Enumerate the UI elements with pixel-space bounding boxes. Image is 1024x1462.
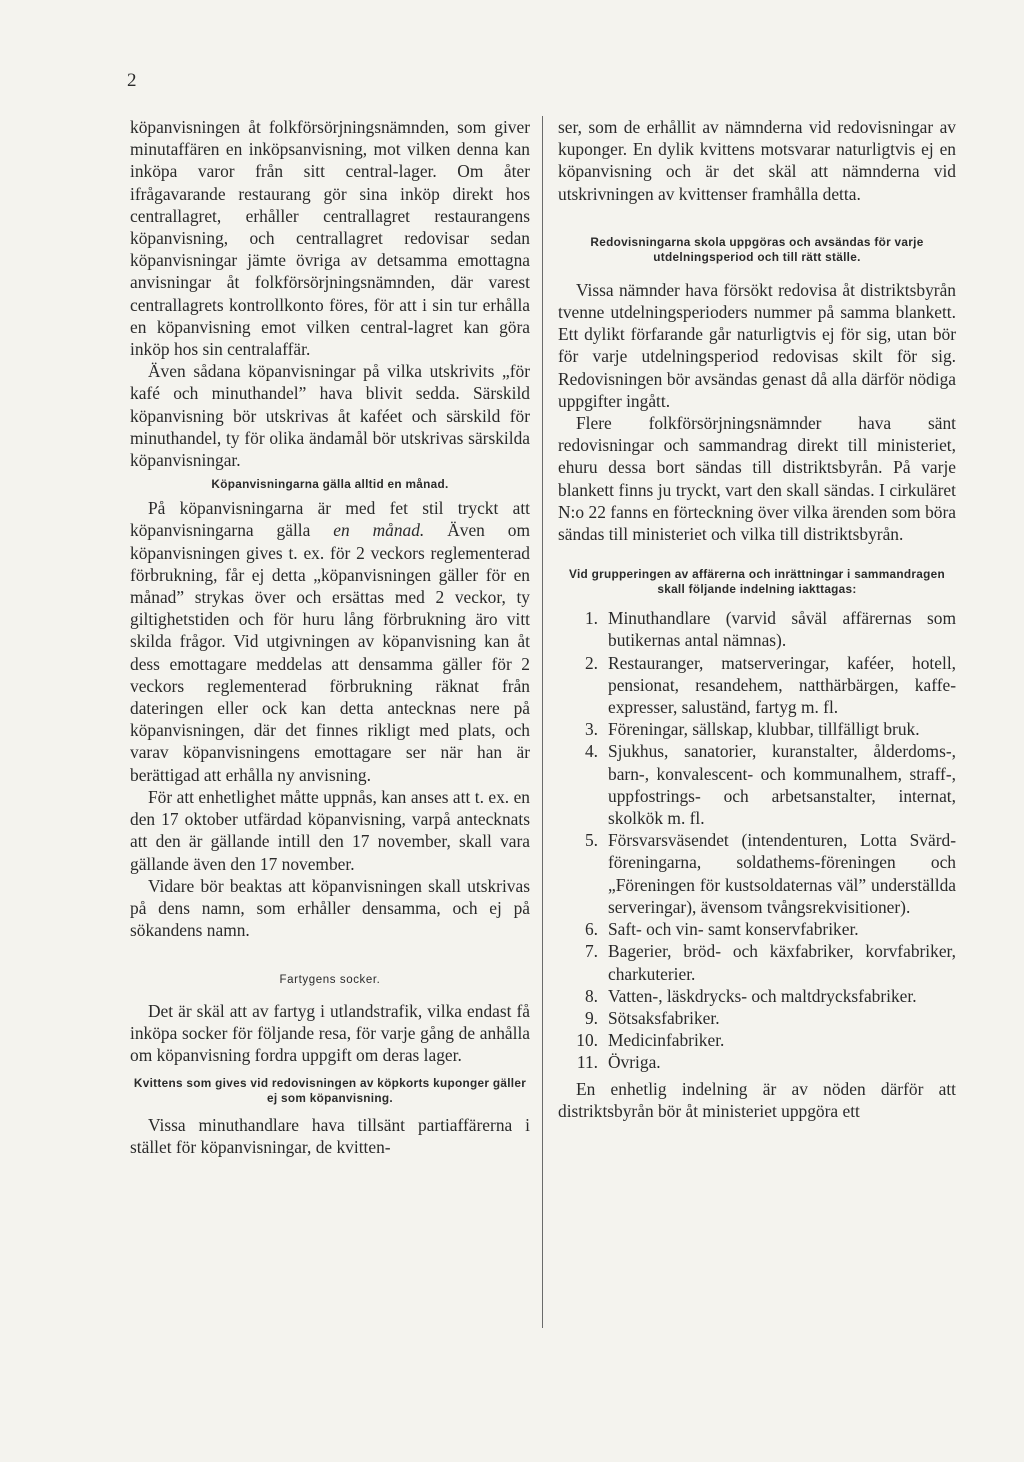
left-paragraph-3-start: På köpanvisningarna är med fet stil tryckt att köpanvisningarna gälla — [130, 498, 530, 541]
left-paragraph-5: Vidare bör beaktas att köpanvisningen skall utskrivas på dens namn, som erhåller densamma, och ej på sökandens namn. — [130, 875, 530, 941]
list-item — [558, 1051, 956, 1073]
list-item-number: 2. — [584, 652, 598, 673]
left-paragraph-3 — [130, 497, 530, 786]
list-item-number: 5. — [584, 830, 598, 851]
list-item-number: 8. — [584, 985, 598, 1006]
list-item — [558, 918, 956, 940]
left-paragraph-3-emphasis: en månad. — [333, 520, 425, 541]
list-item-text: Restauranger, matserveringar, kaféer, hotell, pensionat, resandehem, natthärbärgen, kaffe-expresser, saluständ, fartyg m. fl. — [608, 652, 956, 718]
list-item-text: Saft- och vin- samt konservfabriker. — [608, 919, 859, 940]
list-item-text: Övriga. — [608, 1052, 661, 1073]
list-item — [558, 718, 956, 740]
right-paragraph-3: Flere folkförsörjningsnämnder hava sänt redovisningar och sammandrag direkt till ministeriet, ehuru dessa bort sändas till distriktsbyrån. På varje blankett finns ju tryckt, vart den skall sändas. I cirkuläret N:o 22 fanns en förteckning över vilka ärenden som böra sändas till ministeriet och vilka till distriktsbyrån. — [558, 413, 956, 545]
heading-kopanvisningarna: Köpanvisningarna gälla alltid en månad. — [211, 477, 449, 492]
category-list — [558, 607, 956, 1073]
list-item-text: Vatten-, läskdrycks- och maltdrycksfabriker. — [608, 985, 917, 1006]
left-paragraph-7: Vissa minuthandlare hava tillsänt partiaffärerna i stället för köpanvisningar, de kvitten- — [130, 1115, 530, 1158]
heading-redovisningarna: Redovisningarna skola uppgöras och avsändas för varje utdelningsperiod och till rätt ställe. — [590, 234, 924, 264]
list-item-text: Sötsaksfabriker. — [608, 1007, 720, 1028]
right-paragraph-1: ser, som de erhållit av nämnderna vid redovisningar av kuponger. En dylik kvittens motsvarar naturligtvis ej en köpanvisning och är det skäl att nämnderna vid utskrivningen av kvittenser framhålla detta. — [558, 117, 956, 204]
left-paragraph-3-rest: Även om köpanvisningen gives t. ex. för 2 veckors reglementerad förbrukning, får ej detta „köpanvisningen gäller för en månad” strykas över och ersättas med 2 veckor, ty giltighetstiden och för huru lång förbrukning äro vitt skilda frågor. Vid utgivningen av köpanvisning kan åt dess emottagare meddelas att densamma gäller för 2 veckors reglementerad förbrukning räknat från dateringen eller ock kan detta antecknas nere på köpanvisningen, där det finnes rikligt med plats, och varav köpanvisningens emottagare ser när han är berättigad att erhålla ny anvisning. — [130, 520, 530, 785]
list-item-text: Bagerier, bröd- och käxfabriker, korvfabriker, charkuterier. — [608, 941, 956, 984]
list-item-number: 9. — [584, 1007, 598, 1028]
list-item — [558, 829, 956, 918]
list-item-number: 10. — [576, 1030, 598, 1051]
left-paragraph-6: Det är skäl att av fartyg i utlandstrafik, vilka endast få inköpa socker för följande resa, för varje gång de anhålla om köpanvisning fordra uppgift om deras lager. — [130, 1000, 530, 1065]
list-item-text: Medicinfabriker. — [608, 1030, 725, 1051]
list-item — [558, 985, 956, 1007]
left-paragraph-4: För att enhetlighet måtte uppnås, kan anses att t. ex. en den 17 oktober utfärdad köpanvisning, varpå antecknats att den är gällande intill den 17 november, skall vara gällande även den 17 november. — [130, 786, 530, 874]
list-item-number: 7. — [584, 941, 598, 962]
list-item-text: Försvarsväsendet (intendenturen, Lotta Svärd-föreningarna, soldathems-föreningen och „Föreningen för kustsoldaternas väl” underställda serveringar), ävensom tvångsrekvisitioner). — [608, 830, 956, 917]
heading-fartygens-socker: Fartygens socker. — [279, 974, 381, 987]
page-number: 2 — [127, 70, 137, 91]
list-item-number: 6. — [584, 919, 598, 940]
list-item-number: 11. — [576, 1052, 598, 1073]
list-item-text: Minuthandlare (varvid såväl affärernas som butikernas antal nämnas). — [608, 608, 956, 651]
list-item — [558, 940, 956, 984]
list-item — [558, 607, 956, 651]
right-paragraph-4: En enhetlig indelning är av nöden därför att distriktsbyrån bör åt ministeriet uppgöra ett — [558, 1078, 956, 1121]
right-paragraph-2: Vissa nämnder hava försökt redovisa åt distriktsbyrån tvenne utdelningsperioders nummer på samma blankett. Ett dylikt förfarande går naturligtvis ej för sig, utan bör för varje utdelningsperiod redovisas skilt för sig. Redovisningen bör avsändas genast då alla därför nödiga uppgifter ingått. — [558, 279, 956, 411]
list-item-text: Föreningar, sällskap, klubbar, tillfälligt bruk. — [608, 719, 920, 740]
list-item — [558, 652, 956, 719]
list-item — [558, 740, 956, 829]
right-column — [558, 116, 956, 1122]
column-divider — [542, 116, 543, 1328]
list-item — [558, 1029, 956, 1051]
heading-kvittens: Kvittens som gives vid redovisningen av köpkorts kuponger gäller ej som köpanvisning. — [133, 1076, 527, 1106]
left-column — [130, 116, 530, 1159]
list-item-number: 1. — [584, 608, 598, 629]
list-item-text: Sjukhus, sanatorier, kuranstalter, ålderdoms-, barn-, konvalescent- och kommunalhem, straff-, uppfostrings- och arbetsanstalter, internat, skolkök m. fl. — [608, 741, 956, 829]
left-paragraph-1: köpanvisningen åt folkförsörjningsnämnden, som giver minutaffären en inköpsanvisning, mot vilken denna kan inköpa varor från sitt central-lager. Om åter ifrågavarande restaurang gör sina inköp direkt hos centrallagret, erhåller centrallagret restaurangens köpanvisning, och centrallagret redovisar sedan köpanvisningar jämte övriga av detsamma emottagna anvisningar åt folkförsörjningsnämnden, där varest centrallagrets kontrollkonto föres, för att i sin tur erhålla en köpanvisning emot vilken central-lagret kan göra inköp hos sin centralaffär. — [130, 117, 530, 360]
list-item-number: 3. — [584, 719, 598, 740]
left-paragraph-2: Även sådana köpanvisningar på vilka utskrivits „för kafé och minuthandel” hava blivit sedda. Särskild köpanvisning bör utskrivas åt kaféet och särskild för minuthandel, ty för olika ändamål bör utskrivas särskilda köpanvisningar. — [130, 361, 530, 471]
list-item — [558, 1007, 956, 1029]
list-item-number: 4. — [584, 741, 598, 762]
heading-grupperingen: Vid grupperingen av affärerna och inrättningar i sammandragen skall följande indelning iakttagas: — [568, 567, 945, 597]
